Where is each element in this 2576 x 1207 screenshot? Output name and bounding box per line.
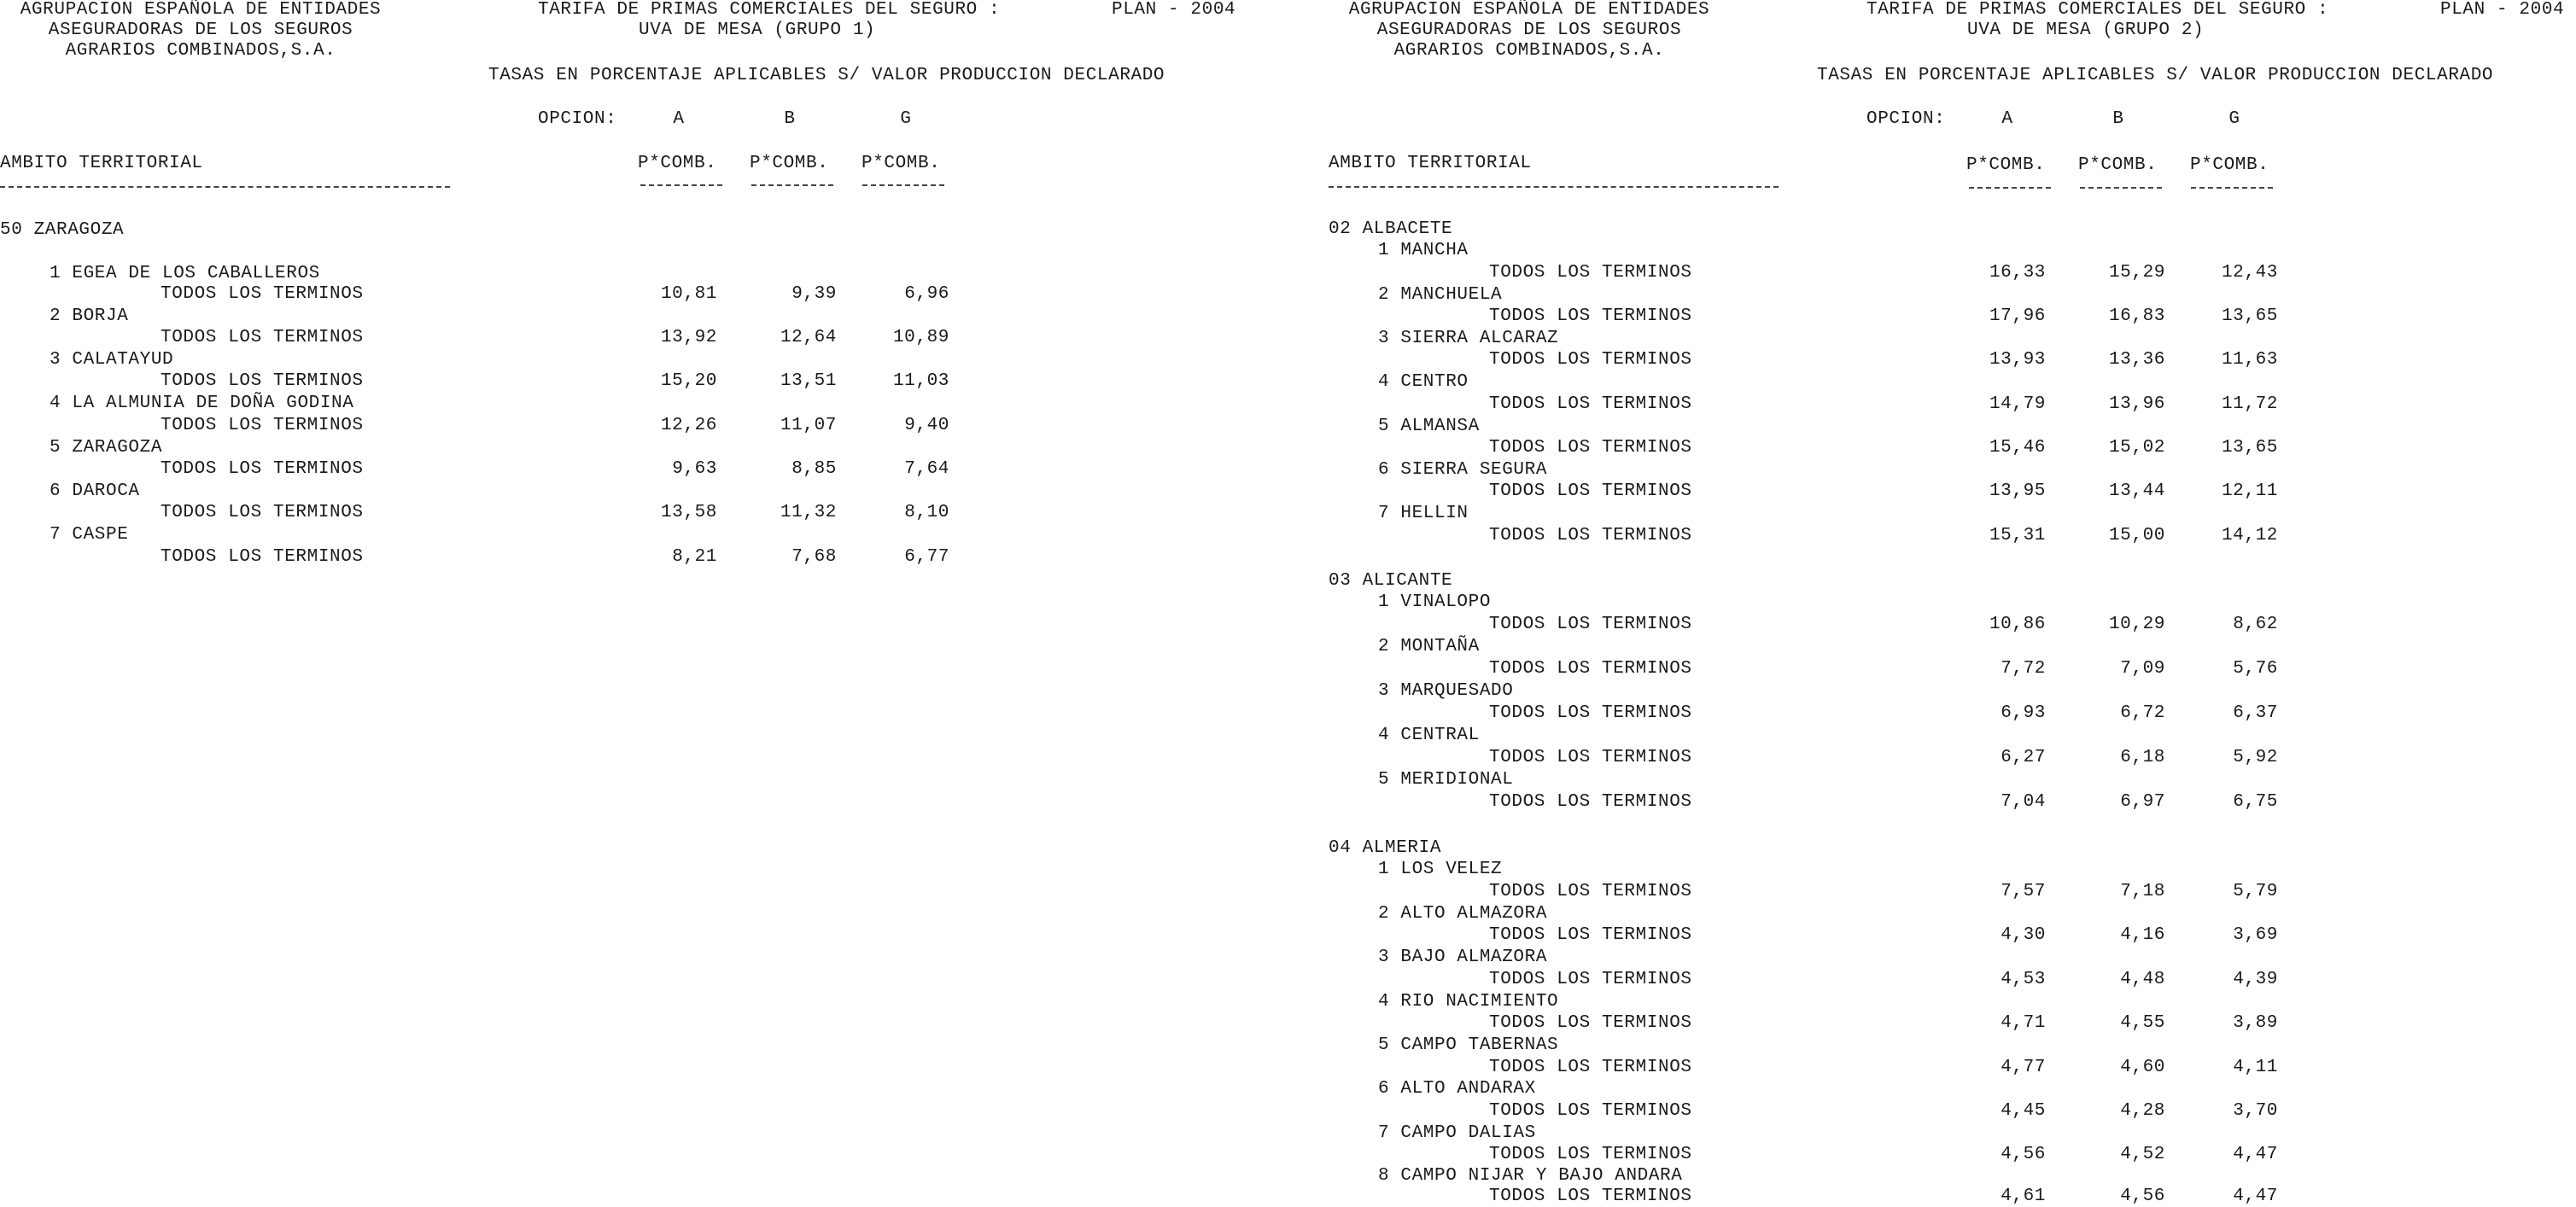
terminos-label: TODOS LOS TERMINOS (1489, 748, 1692, 767)
col-header-a: P*COMB. (1966, 155, 2046, 175)
col-underline-a (1969, 187, 2051, 189)
value-g: 4,47 (2233, 1187, 2278, 1206)
comarca-name: 5 CAMPO TABERNAS (1378, 1035, 1559, 1055)
value-a: 9,63 (672, 459, 717, 479)
comarca-name: 2 MONTAÑA (1378, 637, 1480, 656)
value-b: 8,85 (791, 459, 837, 479)
value-g: 5,76 (2233, 659, 2278, 679)
comarca-name: 3 CALATAYUD (50, 350, 174, 370)
value-a: 4,61 (2001, 1187, 2046, 1206)
comarca-name: 1 VINALOPO (1378, 592, 1492, 612)
terminos-label: TODOS LOS TERMINOS (161, 416, 364, 435)
col-header-g: P*COMB. (2190, 155, 2269, 175)
value-g: 10,89 (892, 328, 949, 347)
comarca-name: 2 ALTO ALMAZORA (1378, 904, 1548, 924)
col-underline-b (751, 184, 833, 186)
value-g: 13,65 (2221, 306, 2278, 326)
ambito-underline (1329, 186, 1779, 188)
terminos-label: TODOS LOS TERMINOS (1489, 263, 1692, 283)
org-line-3: AGRARIOS COMBINADOS,S.A. (1393, 41, 1665, 61)
rates-caption: TASAS EN PORCENTAJE APLICABLES S/ VALOR PRODUCCION DECLARADO (488, 66, 1165, 85)
value-a: 16,33 (1989, 263, 2046, 283)
value-a: 12,26 (660, 416, 717, 435)
value-g: 11,63 (2221, 350, 2278, 370)
value-a: 4,71 (2001, 1013, 2046, 1033)
value-b: 15,00 (2108, 526, 2165, 545)
value-g: 11,03 (892, 371, 949, 391)
terminos-label: TODOS LOS TERMINOS (1489, 481, 1692, 501)
value-a: 8,21 (672, 547, 717, 567)
terminos-label: TODOS LOS TERMINOS (161, 459, 364, 479)
comarca-name: 7 HELLIN (1378, 504, 1469, 523)
col-header-a: P*COMB. (638, 154, 717, 173)
terminos-label: TODOS LOS TERMINOS (1489, 306, 1692, 326)
value-g: 3,70 (2233, 1101, 2278, 1121)
terminos-label: TODOS LOS TERMINOS (1489, 438, 1692, 458)
option-a-header: A (2001, 109, 2013, 129)
option-g-header: G (2228, 109, 2240, 129)
value-g: 3,69 (2233, 925, 2278, 945)
value-g: 8,62 (2233, 615, 2278, 634)
value-a: 13,58 (660, 503, 717, 522)
province-heading: 04 ALMERIA (1329, 838, 1442, 858)
terminos-label: TODOS LOS TERMINOS (1489, 1101, 1692, 1121)
value-g: 5,79 (2233, 882, 2278, 901)
org-line-3: AGRARIOS COMBINADOS,S.A. (65, 41, 336, 61)
value-b: 11,07 (780, 416, 837, 435)
value-b: 4,52 (2120, 1145, 2165, 1164)
option-g-header: G (900, 109, 912, 129)
org-line-2: ASEGURADORAS DE LOS SEGUROS (48, 20, 353, 40)
comarca-name: 6 ALTO ANDARAX (1378, 1079, 1536, 1099)
value-b: 7,18 (2120, 882, 2165, 901)
product-subtitle: UVA DE MESA (GRUPO 1) (639, 20, 876, 40)
opcion-label: OPCION: (1866, 109, 1946, 129)
terminos-label: TODOS LOS TERMINOS (1489, 703, 1692, 723)
comarca-name: 7 CASPE (50, 525, 129, 545)
value-g: 4,11 (2233, 1058, 2278, 1077)
value-g: 7,64 (904, 459, 949, 479)
terminos-label: TODOS LOS TERMINOS (161, 284, 364, 304)
value-b: 12,64 (780, 328, 837, 347)
terminos-label: TODOS LOS TERMINOS (1489, 1013, 1692, 1033)
value-a: 4,30 (2001, 925, 2046, 945)
org-line-2: ASEGURADORAS DE LOS SEGUROS (1376, 20, 1682, 40)
org-line-1: AGRUPACION ESPAÑOLA DE ENTIDADES (1348, 0, 1710, 20)
province-heading: 50 ZARAGOZA (0, 220, 125, 240)
col-underline-b (2080, 187, 2162, 189)
value-g: 13,65 (2221, 438, 2278, 458)
col-header-g: P*COMB. (862, 154, 941, 173)
province-heading: 02 ALBACETE (1329, 219, 1453, 239)
value-b: 10,29 (2108, 615, 2165, 634)
terminos-label: TODOS LOS TERMINOS (1489, 1058, 1692, 1077)
option-b-header: B (2112, 109, 2124, 129)
terminos-label: TODOS LOS TERMINOS (1489, 925, 1692, 945)
org-line-1: AGRUPACION ESPAÑOLA DE ENTIDADES (20, 0, 382, 20)
value-a: 14,79 (1989, 394, 2046, 414)
col-underline-g (862, 184, 944, 186)
tariff-page-grupo-1 (0, 0, 1281, 1207)
province-heading: 03 ALICANTE (1329, 571, 1453, 591)
plan-label: PLAN - 2004 (1112, 0, 1236, 20)
col-header-b: P*COMB. (2078, 155, 2158, 175)
comarca-name: 2 MANCHUELA (1378, 285, 1503, 305)
terminos-label: TODOS LOS TERMINOS (1489, 882, 1692, 901)
value-a: 7,72 (2001, 659, 2046, 679)
value-b: 13,51 (780, 371, 837, 391)
value-b: 9,39 (791, 284, 837, 304)
value-b: 15,02 (2108, 438, 2165, 458)
value-b: 15,29 (2108, 263, 2165, 283)
value-a: 7,04 (2001, 792, 2046, 812)
option-a-header: A (673, 109, 685, 129)
ambito-label: AMBITO TERRITORIAL (1329, 154, 1532, 173)
value-b: 13,96 (2108, 394, 2165, 414)
comarca-name: 4 CENTRO (1378, 372, 1469, 392)
tariff-page-grupo-2 (1329, 0, 2576, 1207)
value-g: 12,11 (2221, 481, 2278, 501)
opcion-label: OPCION: (538, 109, 617, 129)
comarca-name: 4 CENTRAL (1378, 726, 1480, 745)
terminos-label: TODOS LOS TERMINOS (1489, 615, 1692, 634)
terminos-label: TODOS LOS TERMINOS (161, 371, 364, 391)
value-a: 10,86 (1989, 615, 2046, 634)
comarca-name: 1 MANCHA (1378, 241, 1469, 260)
value-a: 6,93 (2001, 703, 2046, 723)
value-g: 9,40 (904, 416, 949, 435)
value-b: 7,68 (791, 547, 837, 567)
value-a: 13,93 (1989, 350, 2046, 370)
comarca-name: 3 BAJO ALMAZORA (1378, 948, 1548, 967)
value-a: 4,53 (2001, 970, 2046, 989)
value-g: 4,47 (2233, 1145, 2278, 1164)
value-b: 4,48 (2120, 970, 2165, 989)
col-underline-g (2191, 187, 2273, 189)
value-a: 4,77 (2001, 1058, 2046, 1077)
comarca-name: 5 ZARAGOZA (50, 438, 163, 458)
value-a: 17,96 (1989, 306, 2046, 326)
comarca-name: 2 BORJA (50, 306, 129, 326)
value-a: 15,46 (1989, 438, 2046, 458)
value-a: 13,95 (1989, 481, 2046, 501)
value-g: 12,43 (2221, 263, 2278, 283)
col-header-b: P*COMB. (750, 154, 829, 173)
value-b: 4,28 (2120, 1101, 2165, 1121)
value-b: 6,72 (2120, 703, 2165, 723)
terminos-label: TODOS LOS TERMINOS (1489, 1145, 1692, 1164)
value-b: 6,97 (2120, 792, 2165, 812)
value-g: 6,75 (2233, 792, 2278, 812)
value-g: 14,12 (2221, 526, 2278, 545)
value-g: 6,96 (904, 284, 949, 304)
comarca-name: 1 EGEA DE LOS CABALLEROS (50, 264, 320, 283)
comarca-name: 1 LOS VELEZ (1378, 860, 1503, 879)
terminos-label: TODOS LOS TERMINOS (161, 328, 364, 347)
value-a: 15,20 (660, 371, 717, 391)
value-a: 4,45 (2001, 1101, 2046, 1121)
comarca-name: 8 CAMPO NIJAR Y BAJO ANDARA (1378, 1166, 1683, 1186)
terminos-label: TODOS LOS TERMINOS (161, 547, 364, 567)
value-b: 11,32 (780, 503, 837, 522)
comarca-name: 4 LA ALMUNIA DE DOÑA GODINA (50, 394, 354, 413)
value-g: 3,89 (2233, 1013, 2278, 1033)
comarca-name: 7 CAMPO DALIAS (1378, 1123, 1536, 1143)
value-a: 15,31 (1989, 526, 2046, 545)
terminos-label: TODOS LOS TERMINOS (1489, 970, 1692, 989)
ambito-underline (0, 186, 450, 188)
value-a: 4,56 (2001, 1145, 2046, 1164)
value-a: 6,27 (2001, 748, 2046, 767)
value-a: 7,57 (2001, 882, 2046, 901)
value-b: 4,16 (2120, 925, 2165, 945)
product-subtitle: UVA DE MESA (GRUPO 2) (1967, 20, 2205, 40)
terminos-label: TODOS LOS TERMINOS (1489, 792, 1692, 812)
rates-caption: TASAS EN PORCENTAJE APLICABLES S/ VALOR PRODUCCION DECLARADO (1817, 66, 2494, 85)
value-g: 4,39 (2233, 970, 2278, 989)
terminos-label: TODOS LOS TERMINOS (1489, 659, 1692, 679)
value-b: 4,56 (2120, 1187, 2165, 1206)
comarca-name: 6 SIERRA SEGURA (1378, 460, 1548, 480)
comarca-name: 3 SIERRA ALCARAZ (1378, 329, 1559, 348)
value-g: 5,92 (2233, 748, 2278, 767)
col-underline-a (640, 184, 722, 186)
terminos-label: TODOS LOS TERMINOS (1489, 526, 1692, 545)
comarca-name: 3 MARQUESADO (1378, 681, 1514, 701)
value-b: 16,83 (2108, 306, 2165, 326)
terminos-label: TODOS LOS TERMINOS (1489, 394, 1692, 414)
plan-label: PLAN - 2004 (2440, 0, 2565, 20)
comarca-name: 6 DAROCA (50, 481, 140, 501)
value-b: 4,55 (2120, 1013, 2165, 1033)
value-g: 8,10 (904, 503, 949, 522)
comarca-name: 5 MERIDIONAL (1378, 770, 1514, 790)
terminos-label: TODOS LOS TERMINOS (1489, 350, 1692, 370)
value-b: 13,44 (2108, 481, 2165, 501)
value-b: 4,60 (2120, 1058, 2165, 1077)
tariff-title: TARIFA DE PRIMAS COMERCIALES DEL SEGURO : (538, 0, 1001, 20)
value-a: 13,92 (660, 328, 717, 347)
comarca-name: 4 RIO NACIMIENTO (1378, 992, 1559, 1012)
terminos-label: TODOS LOS TERMINOS (161, 503, 364, 522)
tariff-title: TARIFA DE PRIMAS COMERCIALES DEL SEGURO : (1866, 0, 2329, 20)
value-g: 6,37 (2233, 703, 2278, 723)
value-b: 7,09 (2120, 659, 2165, 679)
option-b-header: B (784, 109, 796, 129)
terminos-label: TODOS LOS TERMINOS (1489, 1187, 1692, 1206)
value-a: 10,81 (660, 284, 717, 304)
ambito-label: AMBITO TERRITORIAL (0, 154, 203, 173)
value-b: 6,18 (2120, 748, 2165, 767)
value-g: 6,77 (904, 547, 949, 567)
value-b: 13,36 (2108, 350, 2165, 370)
comarca-name: 5 ALMANSA (1378, 417, 1480, 436)
value-g: 11,72 (2221, 394, 2278, 414)
